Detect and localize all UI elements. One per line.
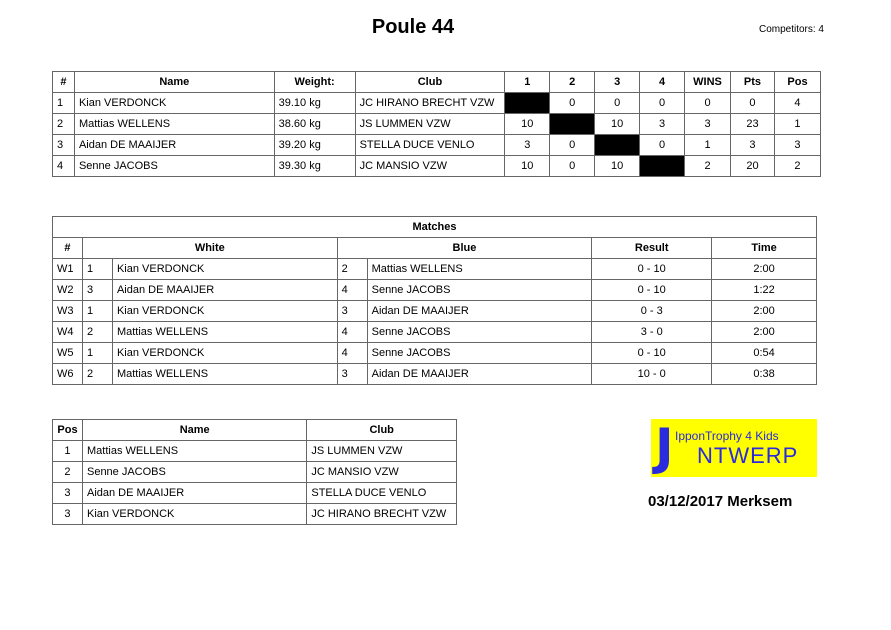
pool-pos: 1 <box>774 114 820 135</box>
pool-col-4: 4 <box>640 72 685 93</box>
ranking-name: Mattias WELLENS <box>82 441 306 462</box>
matches-caption-row <box>53 217 817 238</box>
pool-weight: 39.10 kg <box>274 93 355 114</box>
pool-self-cell <box>595 135 640 156</box>
pool-col-wins: WINS <box>685 72 731 93</box>
pool-wins: 0 <box>685 93 731 114</box>
competitors-count: Competitors: 4 <box>758 24 824 35</box>
matches-col-blue: Blue <box>337 238 592 259</box>
match-time: 2:00 <box>712 301 817 322</box>
match-id: W2 <box>53 280 83 301</box>
table-row <box>53 135 821 156</box>
pool-col-2: 2 <box>550 72 595 93</box>
pool-num: 4 <box>53 156 75 177</box>
pool-num: 1 <box>53 93 75 114</box>
ranking-name: Kian VERDONCK <box>82 504 306 525</box>
table-row <box>53 364 817 385</box>
match-id: W5 <box>53 343 83 364</box>
table-row <box>53 343 817 364</box>
table-row <box>53 441 457 462</box>
table-row <box>53 301 817 322</box>
pool-score: 0 <box>550 135 595 156</box>
match-id: W1 <box>53 259 83 280</box>
pool-weight: 38.60 kg <box>274 114 355 135</box>
ranking-club: JC HIRANO BRECHT VZW <box>307 504 457 525</box>
ranking-pos: 3 <box>53 504 83 525</box>
blue-name: Aidan DE MAAIJER <box>367 301 592 322</box>
ranking-table <box>52 419 457 525</box>
ranking-col-name: Name <box>82 420 306 441</box>
pool-self-cell <box>505 93 550 114</box>
ranking-club: JC MANSIO VZW <box>307 462 457 483</box>
pool-score: 0 <box>550 93 595 114</box>
match-result: 10 - 0 <box>592 364 712 385</box>
pool-wins: 3 <box>685 114 731 135</box>
blue-name: Senne JACOBS <box>367 322 592 343</box>
pool-col-weight: Weight: <box>274 72 355 93</box>
pool-weight: 39.30 kg <box>274 156 355 177</box>
pool-col-num: # <box>53 72 75 93</box>
pool-num: 3 <box>53 135 75 156</box>
match-result: 0 - 10 <box>592 280 712 301</box>
matches-col-result: Result <box>592 238 712 259</box>
pool-wins: 1 <box>685 135 731 156</box>
pool-num: 2 <box>53 114 75 135</box>
white-name: Kian VERDONCK <box>112 301 337 322</box>
white-name: Kian VERDONCK <box>112 259 337 280</box>
match-time: 1:22 <box>712 280 817 301</box>
matches-table <box>52 216 817 385</box>
white-num: 1 <box>82 301 112 322</box>
pool-score: 0 <box>550 156 595 177</box>
pool-club: STELLA DUCE VENLO <box>355 135 505 156</box>
ranking-club: JS LUMMEN VZW <box>307 441 457 462</box>
logo-letter: J <box>655 418 674 476</box>
match-id: W4 <box>53 322 83 343</box>
pool-club: JC MANSIO VZW <box>355 156 505 177</box>
ranking-pos: 2 <box>53 462 83 483</box>
pool-self-cell <box>640 156 685 177</box>
white-num: 3 <box>82 280 112 301</box>
match-result: 0 - 10 <box>592 343 712 364</box>
pool-score: 10 <box>595 114 640 135</box>
ranking-header-row <box>53 420 457 441</box>
table-row <box>53 504 457 525</box>
matches-col-time: Time <box>712 238 817 259</box>
white-name: Kian VERDONCK <box>112 343 337 364</box>
blue-name: Aidan DE MAAIJER <box>367 364 592 385</box>
pool-club: JS LUMMEN VZW <box>355 114 505 135</box>
pool-self-cell <box>550 114 595 135</box>
pool-pts: 0 <box>731 93 775 114</box>
pool-score: 10 <box>505 156 550 177</box>
pool-wins: 2 <box>685 156 731 177</box>
blue-num: 3 <box>337 301 367 322</box>
table-row <box>53 93 821 114</box>
white-name: Aidan DE MAAIJER <box>112 280 337 301</box>
white-num: 2 <box>82 322 112 343</box>
event-date: 03/12/2017 Merksem <box>648 493 793 510</box>
ranking-col-pos: Pos <box>53 420 83 441</box>
table-row <box>53 280 817 301</box>
pool-club: JC HIRANO BRECHT VZW <box>355 93 505 114</box>
table-row <box>53 156 821 177</box>
ranking-club: STELLA DUCE VENLO <box>307 483 457 504</box>
pool-score: 3 <box>505 135 550 156</box>
match-time: 2:00 <box>712 322 817 343</box>
pool-col-pos: Pos <box>774 72 820 93</box>
match-id: W3 <box>53 301 83 322</box>
table-row <box>53 114 821 135</box>
matches-col-num: # <box>53 238 83 259</box>
ranking-pos: 3 <box>53 483 83 504</box>
pool-table <box>52 71 821 177</box>
blue-num: 4 <box>337 322 367 343</box>
logo-line2: NTWERP <box>697 443 799 468</box>
matches-caption: Matches <box>53 217 817 238</box>
blue-num: 4 <box>337 280 367 301</box>
pool-score: 0 <box>640 93 685 114</box>
pool-col-pts: Pts <box>731 72 775 93</box>
page-title: Poule 44 <box>371 16 455 38</box>
table-row <box>53 462 457 483</box>
match-time: 0:38 <box>712 364 817 385</box>
pool-name: Senne JACOBS <box>74 156 274 177</box>
table-row <box>53 259 817 280</box>
white-num: 1 <box>82 343 112 364</box>
pool-score: 10 <box>595 156 640 177</box>
ippontrophy-logo <box>651 419 817 477</box>
match-result: 0 - 10 <box>592 259 712 280</box>
blue-num: 2 <box>337 259 367 280</box>
pool-pos: 3 <box>774 135 820 156</box>
ranking-col-club: Club <box>307 420 457 441</box>
match-time: 0:54 <box>712 343 817 364</box>
white-num: 1 <box>82 259 112 280</box>
pool-pts: 20 <box>731 156 775 177</box>
matches-col-white: White <box>82 238 337 259</box>
pool-score: 3 <box>640 114 685 135</box>
pool-score: 0 <box>595 93 640 114</box>
white-num: 2 <box>82 364 112 385</box>
white-name: Mattias WELLENS <box>112 364 337 385</box>
ranking-name: Senne JACOBS <box>82 462 306 483</box>
pool-score: 10 <box>505 114 550 135</box>
pool-col-3: 3 <box>595 72 640 93</box>
match-result: 0 - 3 <box>592 301 712 322</box>
pool-pts: 23 <box>731 114 775 135</box>
ranking-pos: 1 <box>53 441 83 462</box>
pool-name: Aidan DE MAAIJER <box>74 135 274 156</box>
pool-pos: 2 <box>774 156 820 177</box>
pool-header-row <box>53 72 821 93</box>
match-time: 2:00 <box>712 259 817 280</box>
pool-pts: 3 <box>731 135 775 156</box>
ranking-name: Aidan DE MAAIJER <box>82 483 306 504</box>
pool-score: 0 <box>640 135 685 156</box>
logo-line1: IpponTrophy 4 Kids <box>675 429 779 443</box>
blue-num: 4 <box>337 343 367 364</box>
blue-name: Mattias WELLENS <box>367 259 592 280</box>
blue-name: Senne JACOBS <box>367 343 592 364</box>
white-name: Mattias WELLENS <box>112 322 337 343</box>
pool-weight: 39.20 kg <box>274 135 355 156</box>
pool-name: Mattias WELLENS <box>74 114 274 135</box>
pool-name: Kian VERDONCK <box>74 93 274 114</box>
table-row <box>53 483 457 504</box>
pool-col-1: 1 <box>505 72 550 93</box>
blue-name: Senne JACOBS <box>367 280 592 301</box>
pool-col-club: Club <box>355 72 505 93</box>
match-result: 3 - 0 <box>592 322 712 343</box>
match-id: W6 <box>53 364 83 385</box>
blue-num: 3 <box>337 364 367 385</box>
pool-col-name: Name <box>74 72 274 93</box>
matches-header-row <box>53 238 817 259</box>
pool-pos: 4 <box>774 93 820 114</box>
table-row <box>53 322 817 343</box>
